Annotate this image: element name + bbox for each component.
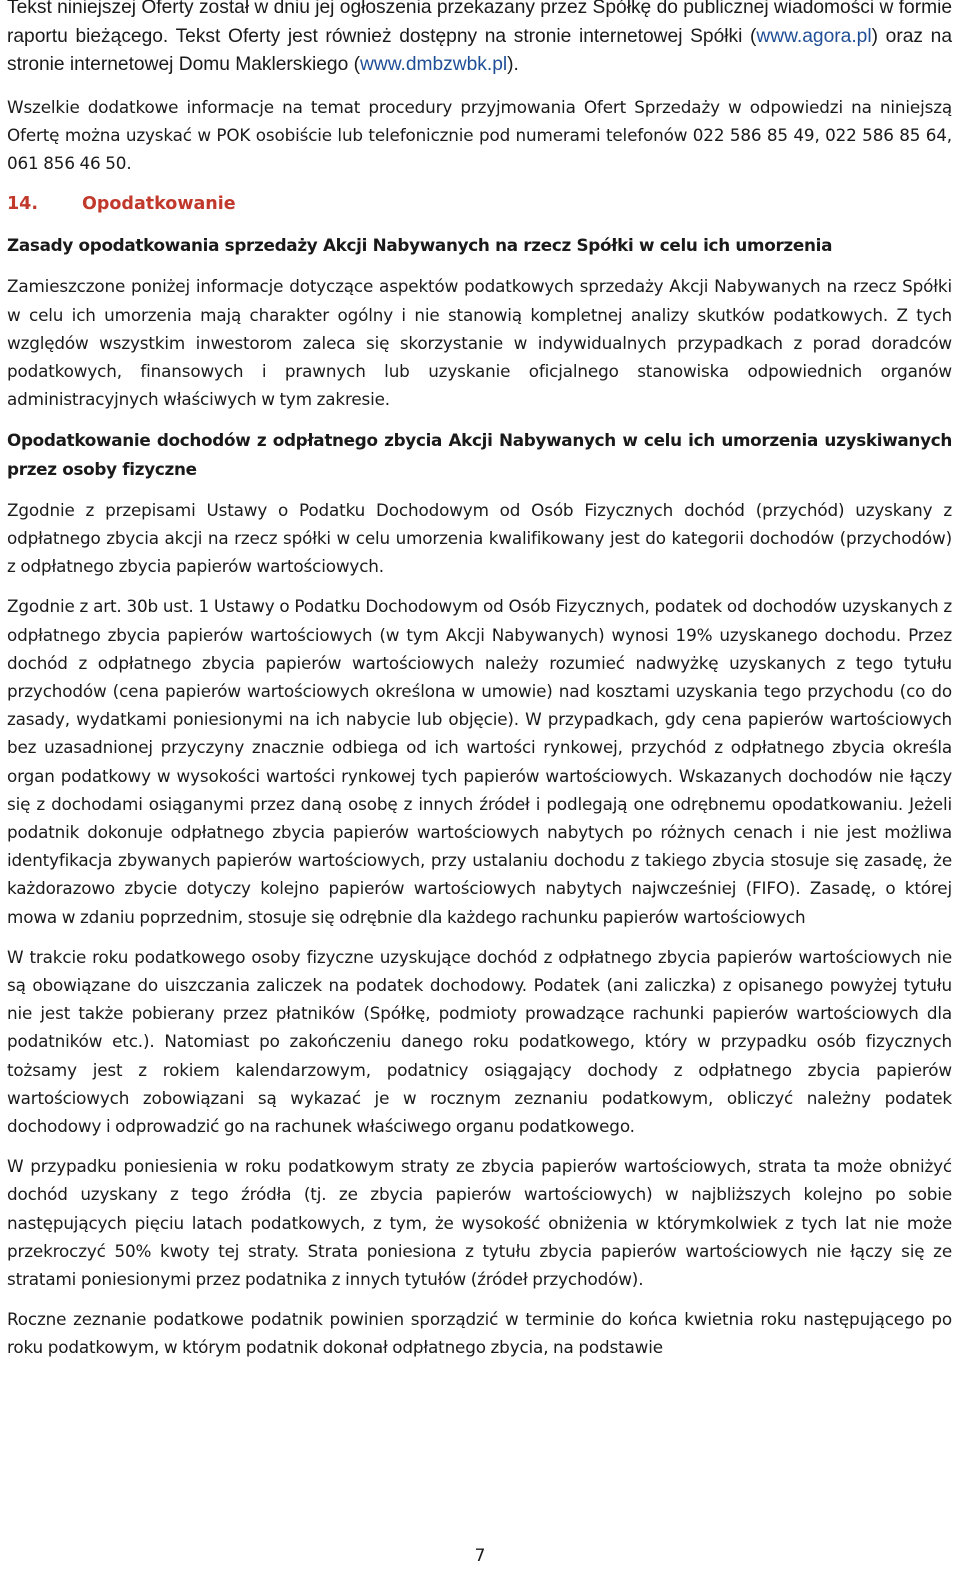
loss-paragraph: W przypadku poniesienia w roku podatkowym straty ze zbycia papierów wartościowych, strata ta może obniżyć dochód uzyskany z tego źródła (tj. ze zbycia papierów wartościowych) w najbliższych kolejno po sobie następujących pięciu latach podatkowych, z tym, że wysokość obniżenia w którymkolwiek z tych lat nie może przekroczyć 50% kwoty tej straty. Strata poniesiona z tytułu zbycia papierów wartościowych nie łączy się ze stratami poniesionymi przez podatnika z innych tytułów (źródeł przychodów). <box>7 1156 952 1290</box>
subheading-individuals: Opodatkowanie dochodów z odpłatnego zbycia Akcji Nabywanych w celu ich umorzenia uzyskiwanych przez osoby fizyczne <box>7 430 952 479</box>
document-page <box>7 0 952 1362</box>
page-number: 7 <box>474 1546 486 1566</box>
agora-link[interactable]: www.agora.pl <box>756 25 872 47</box>
contact-info-paragraph: Wszelkie dodatkowe informacje na temat procedury przyjmowania Ofert Sprzedaży w odpowiedzi na niniejszą Ofertę można uzyskać w POK osobiście lub telefonicznie pod numerami telefonów 022 586 85 49, 022 586 85 64, 061 856 46 50. <box>7 96 952 173</box>
intro-text-2: ) oraz na stronie internetowej Domu Maklerskiego ( <box>7 25 952 75</box>
subheading-tax-rules: Zasady opodatkowania sprzedaży Akcji Nabywanych na rzecz Spółki w celu ich umorzenia <box>7 235 833 256</box>
intro-text-3: ). <box>507 54 519 75</box>
annual-return-paragraph: Roczne zeznanie podatkowe podatnik powinien sporządzić w terminie do końca kwietnia roku następującego po roku podatkowym, w którym podatnik dokonał odpłatnego zbycia, na podstawie <box>7 1309 952 1358</box>
disclaimer-paragraph: Zamieszczone poniżej informacje dotyczące aspektów podatkowych sprzedaży Akcji Nabywanych na rzecz Spółki w celu ich umorzenia mają charakter ogólny i nie stanowią kompletnej analizy skutków podatkowych. Z tych względów wszystkim inwestorom zaleca się skorzystanie w indywidualnych przypadkach z porad doradców podatkowych, finansowych i prawnych lub uzyskanie oficjalnego stanowiska odpowiednich organów administracyjnych właściwych w tym zakresie. <box>7 276 952 410</box>
section-heading <box>7 190 952 218</box>
section-title: Opodatkowanie <box>82 194 236 215</box>
section-number: 14. <box>7 194 39 215</box>
advance-payments-paragraph: W trakcie roku podatkowego osoby fizyczne uzyskujące dochód z odpłatnego zbycia papierów wartościowych nie są obowiązane do uiszczania zaliczek na podatek dochodowy. Podatek (ani zaliczka) z opisanego powyżej tytułu nie jest także pobierany przez płatników (Spółkę, podmioty prowadzące rachunki papierów wartościowych dla podatników etc.). Natomiast po zakończeniu danego roku podatkowego, który w przypadku osób fizycznych tożsamy jest z rokiem kalendarzowym, podatnicy osiągający dochody z odpłatnego zbycia papierów wartościowych zobowiązani są wykazać je w rocznym zeznaniu podatkowym, obliczyć należny podatek dochodowy i odprowadzić go na rachunek właściwego organu podatkowego. <box>7 946 952 1136</box>
income-category-paragraph: Zgodnie z przepisami Ustawy o Podatku Dochodowym od Osób Fizycznych dochód (przychód) uzyskany z odpłatnego zbycia akcji na rzecz spółki w celu umorzenia kwalifikowany jest do kategorii dochodów (przychodów) z odpłatnego zbycia papierów wartościowych. <box>7 499 952 577</box>
offer-publication-paragraph <box>7 0 952 80</box>
tax-rate-paragraph: Zgodnie z art. 30b ust. 1 Ustawy o Podatku Dochodowym od Osób Fizycznych, podatek od dochodów uzyskanych z odpłatnego zbycia papierów wartościowych (w tym Akcji Nabywanych) wynosi 19% uzyskanego dochodu. Przez dochód z odpłatnego zbycia papierów wartościowych należy rozumieć nadwyżkę uzyskanych z tego tytułu przychodów (cena papierów wartościowych określona w umowie) nad kosztami uzyskania tego przychodu (co do zasady, wydatkami poniesionymi na ich nabycie lub objęcie). W przypadkach, gdy cena papierów wartościowych bez uzasadnionej przyczyny znacznie odbiega od ich wartości rynkowej, przychód z odpłatnego zbycia określa organ podatkowy w wysokości wartości rynkowej tych papierów wartościowych. Wskazanych dochodów nie łączy się z dochodami osiąganymi przez daną osobę z innych źródeł i podlegają one odrębnemu opodatkowaniu. Jeżeli podatnik dokonuje odpłatnego zbycia papierów wartościowych nabytych po różnych cenach i nie jest możliwa identyfikacja zbywanych papierów wartościowych, przy ustalaniu dochodu z takiego zbycia stosuje się zasadę, że każdorazowo zbycie dotyczy kolejno papierów wartościowych nabytych najwcześniej (FIFO). Zasadę, o której mowa w zdaniu poprzednim, stosuje się odrębnie dla każdego rachunku papierów wartościowych <box>7 596 952 927</box>
dm-link[interactable]: www.dmbzwbk.pl <box>359 54 508 75</box>
intro-text-1: Tekst niniejszej Oferty został w dniu jej ogłoszenia przekazany przez Spółkę do publicznej wiadomości w formie raportu bieżącego. Tekst Oferty jest również dostępny na stronie internetowej Spółki ( <box>7 0 952 47</box>
